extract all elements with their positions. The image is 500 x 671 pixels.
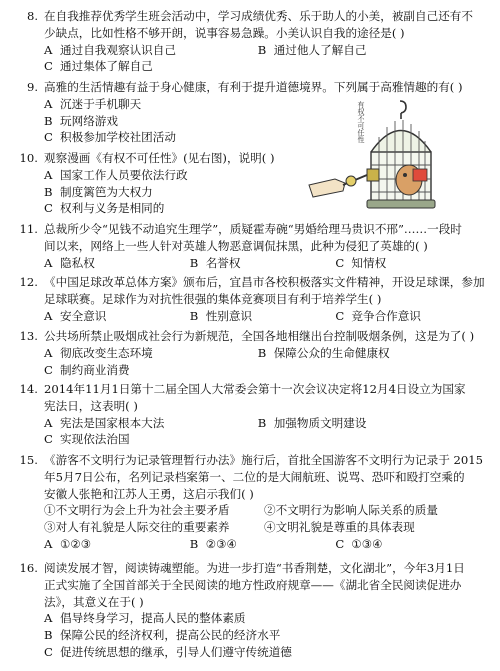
option-c[interactable]: C 实现依法治国 (44, 432, 130, 447)
options-row (44, 362, 488, 379)
option-b[interactable]: B 保障公众的生命健康权 (257, 345, 390, 360)
options-row (44, 42, 488, 59)
question-stem: 在自我推荐优秀学生班会活动中，学习成绩优秀、乐于助人的小美，被副自己还有不 (44, 9, 473, 23)
question-number: 12. (19, 275, 38, 289)
question-stem-cont: 少缺点，比如性格不够开朗，说事容易急躁。小美认识自我的途径是( ) (44, 25, 405, 40)
options-col (44, 610, 488, 660)
option-b[interactable]: B ②③④ (189, 536, 237, 551)
option-b[interactable]: B 保障公民的经济权利，提高公民的经济水平 (44, 628, 281, 643)
option-a[interactable]: A 安全意识 (44, 308, 107, 323)
option-a[interactable]: A 国家工作人员要依法行政 (44, 167, 188, 182)
option-c[interactable]: C 积极参加学校社团活动 (44, 130, 176, 145)
question-stem: 公共场所禁止吸烟成社会行为新规范，全国各地相继出台控制吸烟条例，这是为了( ) (44, 329, 475, 343)
question-16 (10, 560, 488, 661)
question-stem: 《中国足球改革总体方案》颁布后，宜昌市各校积极落实文件精神，开设足球课，参加 (44, 275, 485, 289)
statement-1: ①不文明行为会上升为社会主要矛盾 (44, 503, 230, 518)
option-a[interactable]: A 倡导终身学习，提高人民的整体素质 (44, 611, 246, 626)
statement-4: ④文明礼貌是尊重的具体表现 (264, 520, 415, 535)
question-number: 13. (19, 329, 38, 343)
question-number: 11. (19, 222, 38, 236)
question-number: 16. (19, 561, 38, 575)
option-b[interactable]: B 名誉权 (189, 255, 241, 270)
question-stem-cont: 正式实施了全国首部关于全民阅读的地方性政府规章——《湖北省全民阅读促进办 (44, 577, 462, 592)
statements-row (44, 502, 488, 519)
question-number: 15. (19, 453, 38, 467)
question-stem-cont: 年5月7日公布，名列记录档案第一、二位的是大闹航班、说骂、恐吓和殴打空乘的 (44, 469, 465, 484)
option-a[interactable]: A 通过自我观察认识自己 (44, 42, 176, 57)
question-stem: 2014年11月1日第十二届全国人大常委会第十一次会议决定将12月4日设立为国家 (44, 382, 466, 396)
option-b[interactable]: B 性别意识 (189, 308, 253, 323)
option-c[interactable]: C ①③④ (335, 536, 383, 551)
question-13 (10, 328, 488, 378)
statements-row (44, 519, 488, 536)
option-a[interactable]: A ①②③ (44, 536, 92, 551)
cartoon-birdcage-illustration (305, 97, 455, 212)
option-b[interactable]: B 通过他人了解自己 (257, 42, 367, 57)
question-stem-cont: 足球联赛。足球作为对抗性很强的集体竞赛项目有利于培养学生( ) (44, 291, 382, 306)
question-stem-cont: 宪法日，这表明( ) (44, 398, 138, 413)
options-row (44, 255, 488, 272)
question-stem: 总裁所少令“见钱不动追究生理学”，质疑霍寿碗“男婚给理马贵识不邢”……一段时 (44, 222, 462, 236)
question-stem-cont: 间以来，网络上一些人针对英雄人物恶意调侃抹黑，此种为侵犯了英雄的( ) (44, 238, 428, 253)
question-stem-cont: 安徽人张艳和江苏人王勇，这启示我们( ) (44, 486, 254, 501)
option-b[interactable]: B 制度篱笆为大权力 (44, 184, 153, 199)
question-stem: 观察漫画《有权不可任性》(见右图)，说明( ) (44, 151, 275, 165)
option-b[interactable]: B 加强物质文明建设 (257, 415, 367, 430)
option-a[interactable]: A 彻底改变生态环境 (44, 345, 153, 360)
options-row (44, 431, 488, 448)
question-8 (10, 8, 488, 75)
option-c[interactable]: C 竞争合作意识 (335, 308, 421, 323)
question-stem: 阅读发展才智，阅读铸魂塑能。为进一步打造“书香荆楚，文化湖北”，今年3月1日 (44, 561, 465, 575)
option-c[interactable]: C 通过集体了解自己 (44, 59, 153, 74)
illustration-caption: 有权不可任性 (357, 101, 365, 143)
options-row (44, 345, 488, 362)
options-row (44, 308, 488, 325)
option-a[interactable]: A 宪法是国家根本大法 (44, 415, 165, 430)
option-c[interactable]: C 促进传统思想的继承，引导人们遵守传统道德 (44, 644, 292, 659)
question-12 (10, 274, 488, 324)
question-15 (10, 452, 488, 553)
options-row (44, 58, 488, 75)
question-11 (10, 221, 488, 271)
question-number: 14. (19, 382, 38, 396)
option-c[interactable]: C 知情权 (335, 255, 387, 270)
question-stem: 高雅的生活情趣有益于身心健康，有利于提升道德境界。下列属于高雅情趣的有( ) (44, 80, 463, 94)
question-stem: 《游客不文明行为记录管理暂行办法》施行后，首批全国游客不文明行为记录于 2015 (44, 453, 483, 467)
question-stem-cont: 法》，其意义在于( ) (44, 594, 144, 609)
statement-3: ③对人有礼貌是人际交往的重要素养 (44, 520, 230, 535)
option-c[interactable]: C 权利与义务是相同的 (44, 201, 165, 216)
question-number: 8. (26, 9, 38, 23)
statement-2: ②不文明行为影响人际关系的质量 (264, 503, 438, 518)
option-b[interactable]: B 玩网络游戏 (44, 113, 118, 128)
option-c[interactable]: C 制约商业消费 (44, 362, 130, 377)
question-number: 9. (26, 80, 38, 94)
question-number: 10. (19, 151, 38, 165)
question-14 (10, 381, 488, 448)
option-a[interactable]: A 沉迷于手机聊天 (44, 96, 142, 111)
option-a[interactable]: A 隐私权 (44, 255, 95, 270)
options-row (44, 415, 488, 432)
options-row (44, 536, 488, 553)
